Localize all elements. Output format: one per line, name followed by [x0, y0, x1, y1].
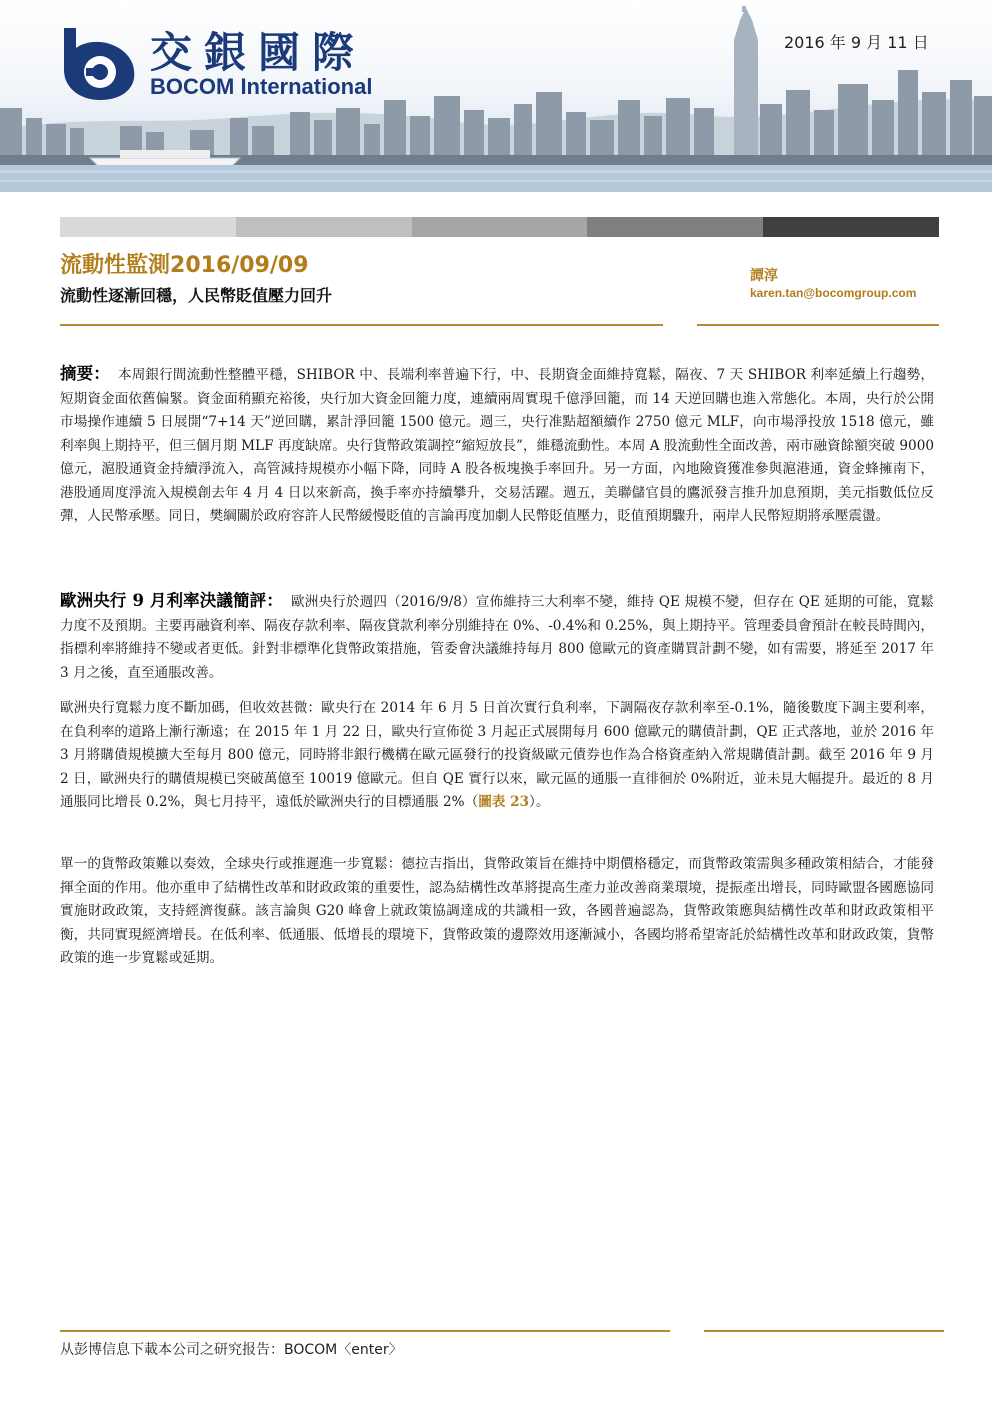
footer-note: 从彭博信息下載本公司之研究报告：BOCOM〈enter〉: [60, 1342, 403, 1358]
ecb-easing-text: 歐洲央行寬鬆力度不斷加碼，但收效甚微：歐央行在 2014 年 6 月 5 日首次實行負利率，下調隔夜存款利率至-0.1%，隨後數度下調主要利率，在負利率的道路上漸行漸遠；在 2015 年 1 月 22 日，歐央行宣佈從 3 月起正式展開每月 600 億歐元的購債計劃，QE 正式落地，並於 2016 年 3 月將購債規模擴大至每月 800 億元，同時將非銀行機構在歐元區發行的投資級歐元債券也作為合格資產納入常規購債計劃。截至 2016 年 9 月 2 日，歐洲央行的購債規模已突破萬億至 10019 億歐元。但自 QE 實行以來，歐元區的通脹一直徘徊於 0%附近，並未見大幅提升。最近的 8 月通脹同比增長 0.2%，與七月持平，遠低於歐洲央行的目標通脹 2%: [60, 700, 934, 810]
header-banner: [0, 0, 992, 192]
ecb-review-heading: 歐洲央行 9 月利率決議簡評：: [60, 591, 283, 610]
ecb-review-text: 歐洲央行於週四（2016/9/8）宣佈維持三大利率不變，維持 QE 規模不變，但存在 QE 延期的可能，寬鬆力度不及預期。主要再融資利率、隔夜存款利率、隔夜貸款利率分別維持在 0%、-0.4%和 0.25%，與上期持平。管理委員會預計在較長時間內，指標利率將維持不變或者更低。針對非標準化貨幣政策措施，管委會決議維持每月 800 億歐元的資產購買計劃不變，如有需要，將延至 2017 年 3 月之後，直至通脹改善。: [60, 594, 934, 681]
brand-name-chinese: 交銀國際: [150, 28, 367, 77]
author-name: 譚淳: [750, 268, 778, 284]
summary-heading: 摘要：: [60, 364, 110, 383]
footer-divider-right: [704, 1330, 944, 1332]
color-bar-segment: [60, 217, 236, 237]
report-subtitle: 流動性逐漸回穩，人民幣貶值壓力回升: [60, 286, 333, 305]
ecb-easing-paragraph: [60, 697, 934, 815]
ecb-review-paragraph: [60, 589, 934, 685]
color-bar-segment: [587, 217, 763, 237]
paren-close: ）。: [529, 794, 550, 810]
footer-divider-left: [60, 1330, 670, 1332]
summary-text: 本周銀行間流動性整體平穩，SHIBOR 中、長端利率普遍下行，中、長期資金面維持寬鬆，隔夜、7 天 SHIBOR 利率延續上行趨勢，短期資金面依舊偏緊。資金面稍顯充裕後，央行加大資金回籠力度，連續兩周實現千億淨回籠，而 14 天逆回購也進入常態化。本周，央行於公開市場操作連續 5 日展開“7+14 天”逆回購，累計淨回籠 1500 億元。週三，央行准點超額續作 2750 億元 MLF，向市場淨投放 1518 億元，雖利率與上期持平，但三個月期 MLF 再度缺席。央行貨幣政策調控“縮短放長”，維穩流動性。本周 A 股流動性全面改善，兩市融資餘額突破 9000 億元，滬股通資金持續淨流入，高管減持規模亦小幅下降，同時 A 股各板塊換手率回升。另一方面，內地險資獲准參與滬港通，資金蜂擁南下，港股通周度淨流入規模創去年 4 月 4 日以來新高，換手率亦持續攀升，交易活躍。週五，美聯儲官員的鷹派發言推升加息預期，美元指數低位反彈，人民幣承壓。同日，樊綱關於政府容許人民幣緩慢貶值的言論再度加劇人民幣貶值壓力，貶值預期驟升，兩岸人民幣短期將承壓震盪。: [60, 367, 935, 524]
paren-open: （: [464, 794, 479, 810]
policy-text: 單一的貨幣政策難以奏效，全球央行或推遲進一步寬鬆：德拉吉指出，貨幣政策旨在維持中期價格穩定，而貨幣政策需與多種政策相結合，才能發揮全面的作用。他亦重申了結構性改革和財政政策的重要性，認為結構性改革將提高生產力並改善商業環境，提振產出增長，同時歐盟各國應協同實施財政政策，支持經濟復蘇。該言論與 G20 峰會上就政策協調達成的共識相一致，各國普遍認為，貨幣政策應與結構性改革和財政政策相平衡，共同實現經濟增長。在低利率、低通脹、低增長的環境下，貨幣政策的邊際效用逐漸減小，各國均將希望寄託於結構性改革和財政政策，貨幣政策的進一步寬鬆或延期。: [60, 856, 934, 966]
author-email-link[interactable]: karen.tan@bocomgroup.com: [750, 286, 917, 300]
report-title-text: 流動性監測: [60, 253, 171, 278]
title-divider-right: [697, 324, 939, 326]
report-title: [60, 248, 309, 279]
title-divider-left: [60, 324, 663, 326]
skyline-image: [0, 0, 992, 192]
bocom-logo-icon: [58, 24, 138, 100]
report-title-date: 2016/09/09: [170, 253, 309, 278]
brand-name-english: BOCOM International: [150, 74, 373, 99]
color-bar-segment: [763, 217, 939, 237]
color-bar-segment: [412, 217, 588, 237]
header-color-bar: [60, 217, 939, 237]
summary-paragraph: [60, 362, 934, 529]
report-date: 2016 年 9 月 11 日: [784, 33, 929, 52]
color-bar-segment: [236, 217, 412, 237]
chart-reference-link[interactable]: 圖表 23: [478, 794, 530, 810]
policy-paragraph: [60, 853, 934, 971]
